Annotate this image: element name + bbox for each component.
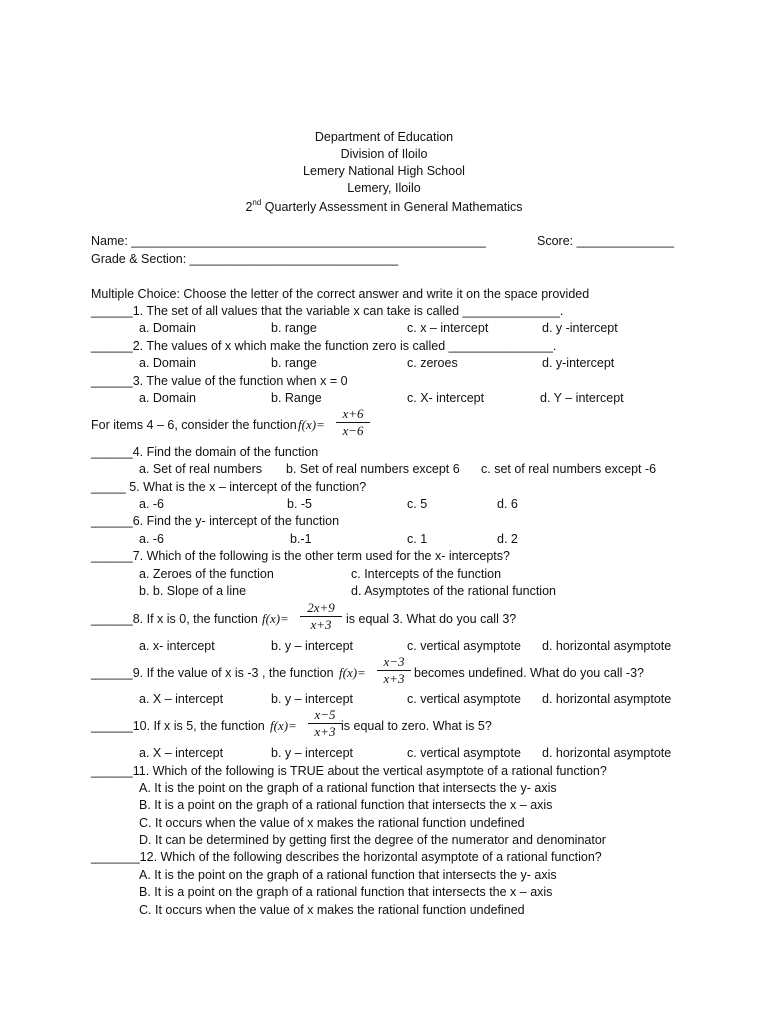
q6-option-c: c. 1 (407, 532, 428, 546)
fraction-numerator: 2x+9 (307, 600, 335, 615)
q4-option-c: c. set of real numbers except -6 (481, 462, 657, 476)
function-fraction-4-6 (336, 406, 370, 439)
grade-section-field[interactable]: Grade & Section: ______________________________ (91, 252, 399, 266)
question-10: ______10. If x is 5, the function (91, 719, 265, 733)
q8-option-d: d. horizontal asymptote (542, 639, 672, 653)
q8-option-a: a. x- intercept (139, 639, 215, 653)
items-4-6-intro: For items 4 – 6, consider the function (91, 418, 297, 432)
q6-option-b: b.-1 (290, 532, 312, 546)
assessment-title (0, 199, 768, 215)
q10-option-b: b. y – intercept (271, 746, 353, 760)
q8-stem: ______8. If x is 0, the function (91, 612, 258, 626)
q1-option-c: c. x – intercept (407, 321, 489, 335)
q11-option-a: A. It is the point on the graph of a rational function that intersects the y- axis (139, 781, 557, 795)
q5-option-a: a. -6 (139, 497, 165, 511)
q5-option-c: c. 5 (407, 497, 428, 511)
q3-option-b: b. Range (271, 391, 322, 405)
q10-option-c: c. vertical asymptote (407, 746, 521, 760)
q11-option-d: D. It can be determined by getting first the degree of the numerator and denominator (139, 833, 606, 847)
header-school: Lemery National High School (303, 164, 465, 178)
q2-option-a: a. Domain (139, 356, 196, 370)
header-location: Lemery, Iloilo (347, 181, 421, 195)
question-7: ______7. Which of the following is the other term used for the x- intercepts? (91, 549, 510, 563)
q1-option-d: d. y -intercept (542, 321, 618, 335)
question-4: ______4. Find the domain of the function (91, 445, 319, 459)
fraction-numerator: x−5 (314, 707, 336, 722)
q6-option-d: d. 2 (497, 532, 518, 546)
q7-option-b: b. b. Slope of a line (139, 584, 247, 598)
q9-option-c: c. vertical asymptote (407, 692, 521, 706)
score-field[interactable]: Score: ______________ (537, 234, 674, 248)
q11-option-c: C. It occurs when the value of x makes the rational function undefined (139, 816, 525, 830)
q10-option-a: a. X – intercept (139, 746, 224, 760)
q7-option-d: d. Asymptotes of the rational function (351, 584, 556, 598)
instructions: Multiple Choice: Choose the letter of the correct answer and write it on the space provided (91, 287, 590, 301)
fraction-denominator: x+3 (377, 670, 411, 687)
q1-option-b: b. range (271, 321, 317, 335)
q7-option-a: a. Zeroes of the function (139, 567, 274, 581)
q9-stem-end: becomes undefined. What do you call -3? (414, 666, 644, 680)
question-5: _____ 5. What is the x – intercept of the function? (91, 480, 367, 494)
fraction-numerator: x−3 (383, 654, 405, 669)
q10-function-fraction (308, 707, 342, 740)
q1-option-a: a. Domain (139, 321, 196, 335)
title-ordinal-suffix: nd (252, 198, 262, 207)
title-text: Quarterly Assessment in General Mathematics (261, 200, 523, 214)
name-field[interactable]: Name: ___________________________________________________ (91, 234, 486, 248)
fraction-denominator: x+3 (308, 723, 342, 740)
q6-option-a: a. -6 (139, 532, 165, 546)
function-notation: f(x)= (298, 417, 325, 432)
question-11: ______11. Which of the following is TRUE about the vertical asymptote of a rational function? (91, 764, 607, 778)
q2-option-b: b. range (271, 356, 317, 370)
header-department: Department of Education (314, 130, 454, 144)
q10-stem-end: is equal to zero. What is 5? (341, 719, 492, 733)
q9-option-b: b. y – intercept (271, 692, 353, 706)
q10-option-d: d. horizontal asymptote (542, 746, 672, 760)
q5-option-b: b. -5 (287, 497, 313, 511)
question-12: _______12. Which of the following describes the horizontal asymptote of a rational function? (91, 850, 602, 864)
q9-function-fraction (377, 654, 411, 687)
q7-option-c: c. Intercepts of the function (351, 567, 502, 581)
title-ordinal: 2 (245, 200, 253, 214)
q3-option-d: d. Y – intercept (540, 391, 624, 405)
question-8 (91, 611, 258, 627)
question-3: ______3. The value of the function when x = 0 (91, 374, 348, 388)
fraction-denominator: x+3 (300, 616, 342, 633)
q12-option-a: A. It is the point on the graph of a rational function that intersects the y- axis (139, 868, 557, 882)
question-9: ______9. If the value of x is -3 , the function (91, 666, 334, 680)
q8-option-c: c. vertical asymptote (407, 639, 521, 653)
fraction-numerator: x+6 (342, 406, 364, 421)
q2-option-c: c. zeroes (407, 356, 458, 370)
q12-option-b: B. It is a point on the graph of a rational function that intersects the x – axis (139, 885, 553, 899)
question-1: ______1. The set of all values that the variable x can take is called ______________. (91, 304, 564, 318)
question-6: ______6. Find the y- intercept of the function (91, 514, 340, 528)
q5-option-d: d. 6 (497, 497, 518, 511)
q3-option-c: c. X- intercept (407, 391, 485, 405)
header-division: Division of Iloilo (340, 147, 428, 161)
q10-function-notation: f(x)= (270, 718, 297, 733)
q9-function-notation: f(x)= (339, 665, 366, 680)
question-2: ______2. The values of x which make the function zero is called _______________. (91, 339, 557, 353)
q4-option-b: b. Set of real numbers except 6 (286, 462, 460, 476)
q2-option-d: d. y-intercept (542, 356, 615, 370)
q8-function-fraction (300, 600, 342, 633)
q9-option-a: a. X – intercept (139, 692, 224, 706)
q11-option-b: B. It is a point on the graph of a rational function that intersects the x – axis (139, 798, 553, 812)
fraction-denominator: x−6 (336, 422, 370, 439)
q9-option-d: d. horizontal asymptote (542, 692, 672, 706)
q12-option-c: C. It occurs when the value of x makes the rational function undefined (139, 903, 525, 917)
q8-stem-end: is equal 3. What do you call 3? (346, 612, 517, 626)
q3-option-a: a. Domain (139, 391, 196, 405)
q8-function-notation: f(x)= (262, 611, 289, 626)
q8-option-b: b. y – intercept (271, 639, 353, 653)
q4-option-a: a. Set of real numbers (139, 462, 262, 476)
